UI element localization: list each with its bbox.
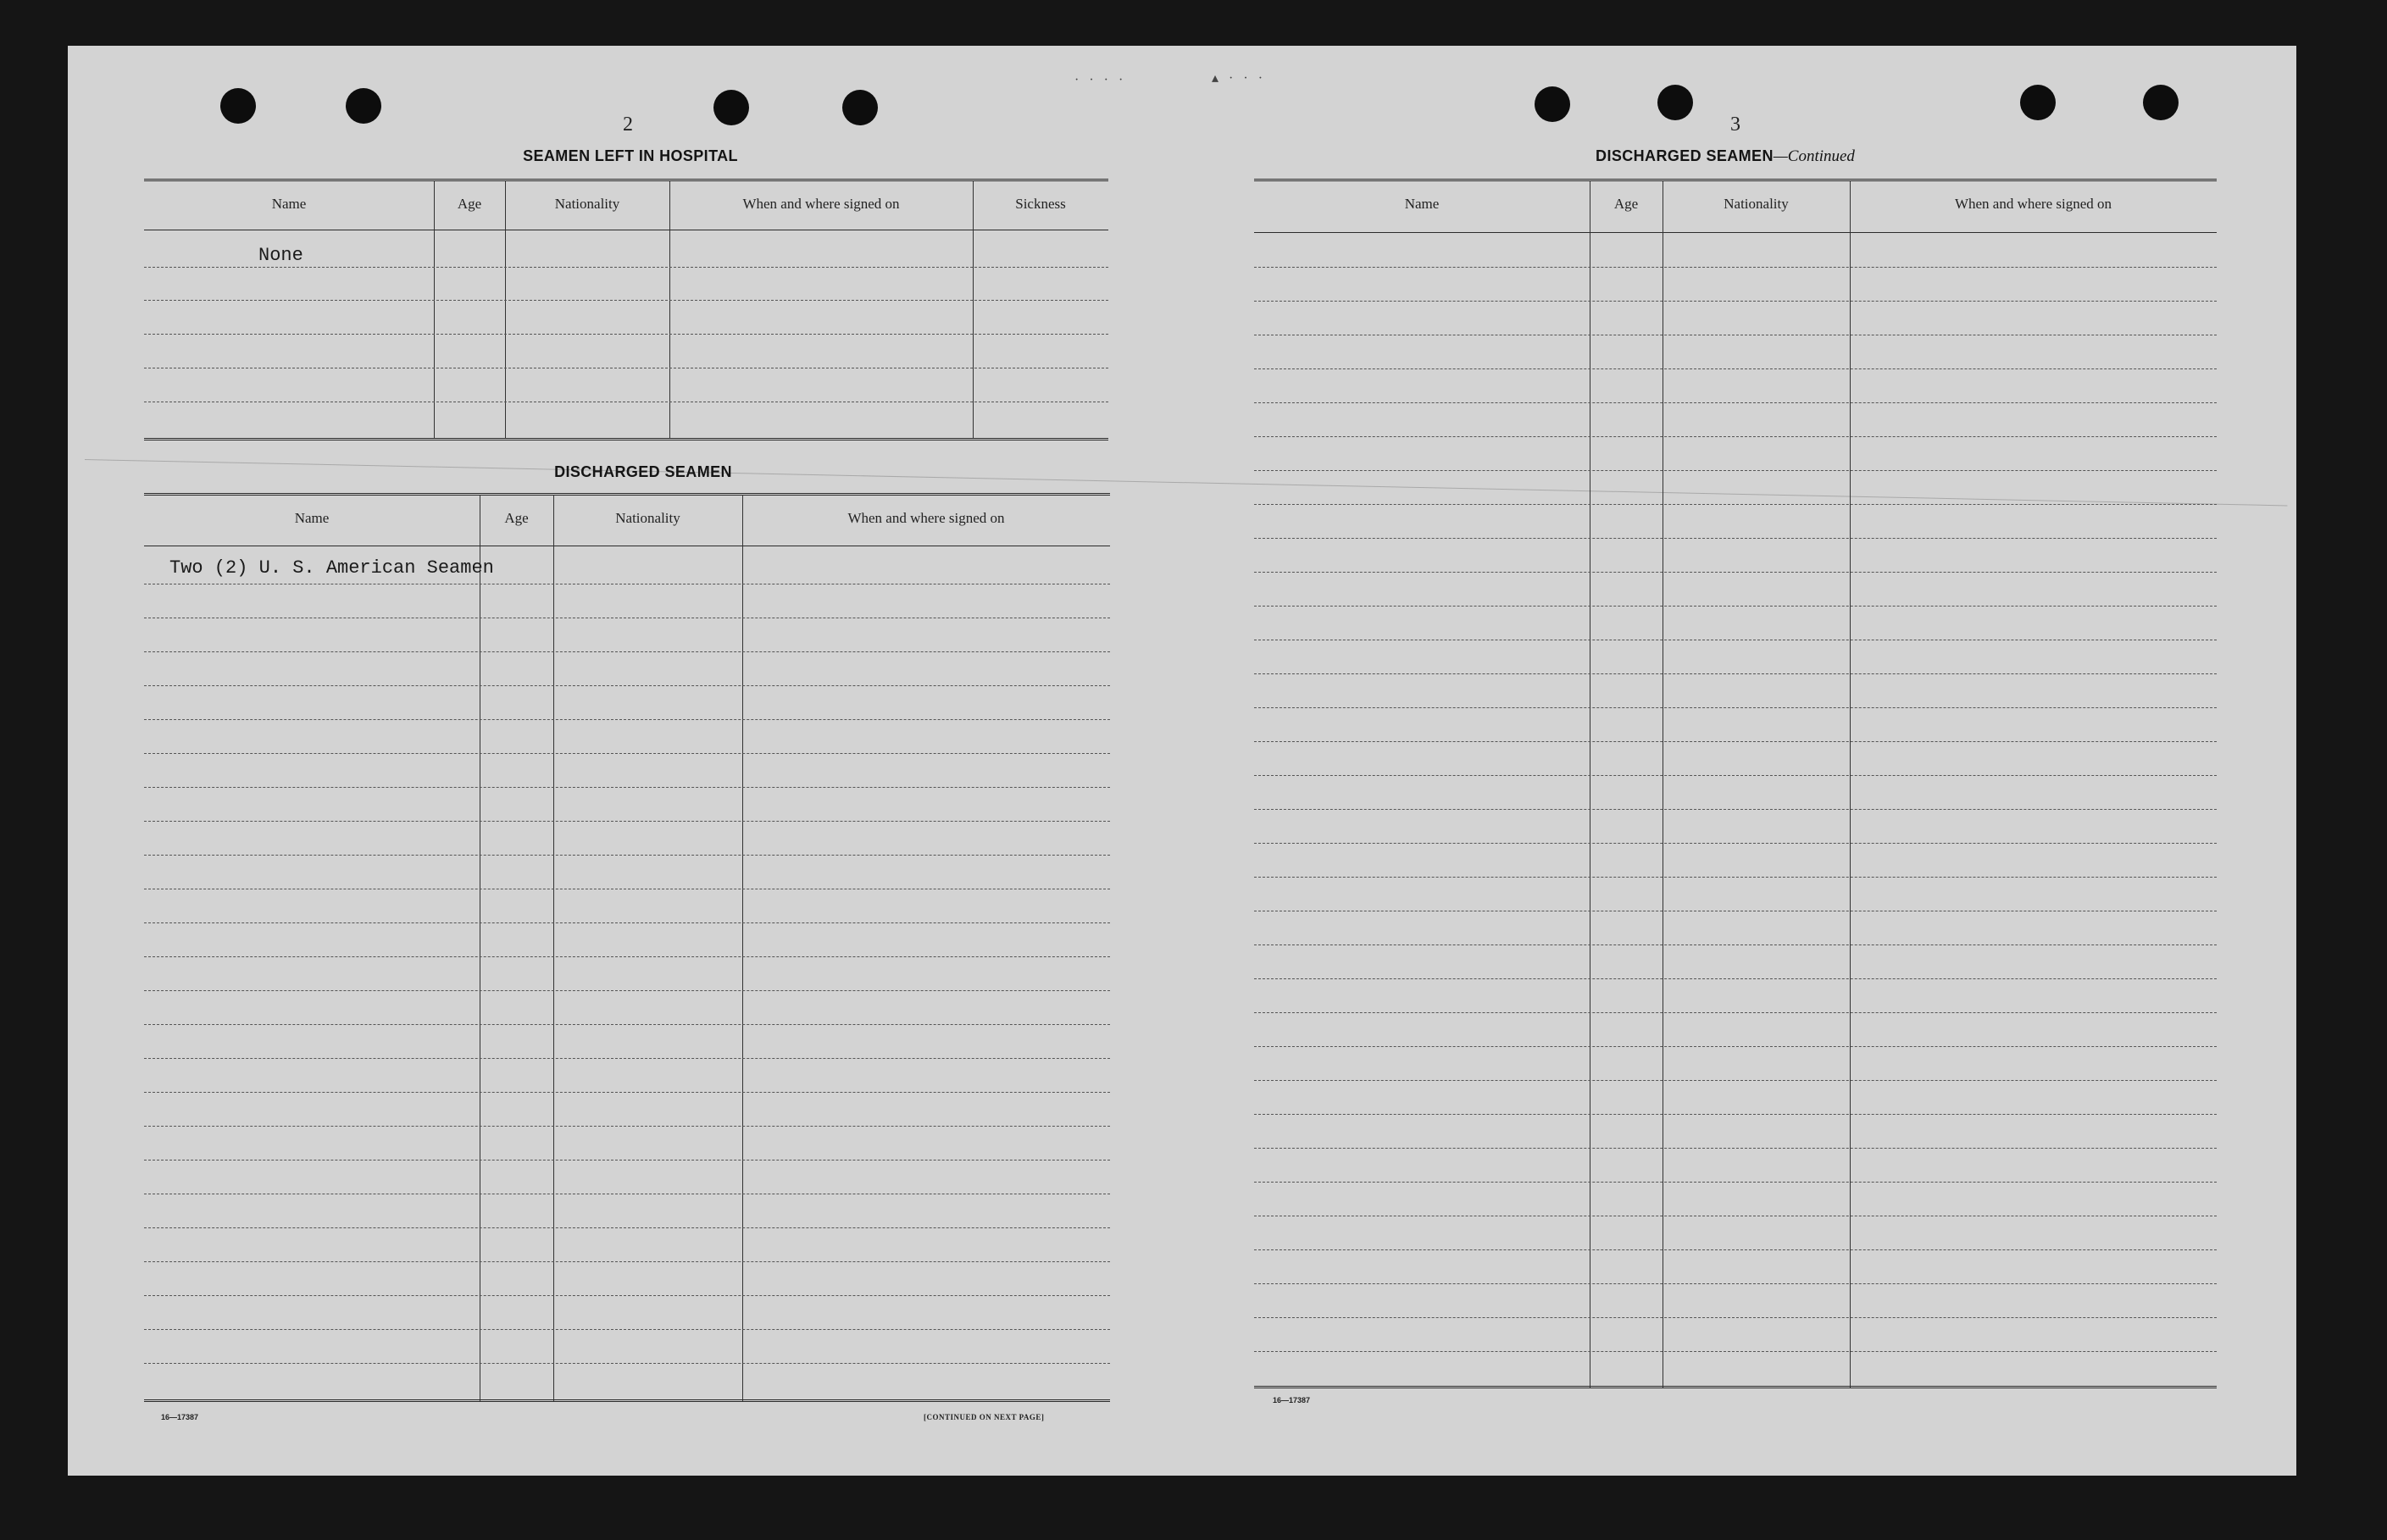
- column-header-name: Name: [271, 196, 307, 212]
- column-divider: [742, 495, 743, 1401]
- table-row-line: [144, 1160, 1110, 1161]
- punch-hole: [2143, 85, 2179, 120]
- table-row-line: [1254, 1012, 2217, 1013]
- table-row-line: [1254, 1249, 2217, 1250]
- table-row-line: [144, 334, 1108, 335]
- discharged-continued-table: [1254, 179, 2217, 1392]
- header-marks-left: · · · ·: [1074, 73, 1127, 87]
- punch-hole: [1657, 85, 1693, 120]
- table-row-line: [1254, 1080, 2217, 1081]
- table-row-line: [144, 821, 1110, 822]
- table-row-line: [1254, 1114, 2217, 1115]
- table-top-rule: [144, 493, 1110, 496]
- punch-hole: [1535, 86, 1570, 122]
- table-row-line: [1254, 470, 2217, 471]
- column-header-age: Age: [1613, 196, 1639, 212]
- table-row-line: [1254, 572, 2217, 573]
- table-row-line: [144, 1227, 1110, 1228]
- column-header-when-where: When and where signed on: [742, 196, 900, 212]
- continued-note: [CONTINUED ON NEXT PAGE]: [924, 1413, 1045, 1421]
- table-row-line: [1254, 843, 2217, 844]
- column-divider: [669, 180, 670, 439]
- table-row-line: [1254, 775, 2217, 776]
- table-row-line: [144, 300, 1108, 301]
- column-header-nationality: Nationality: [615, 510, 680, 526]
- table-row-line: [1254, 436, 2217, 437]
- table-row-line: [144, 1363, 1110, 1364]
- table-row-line: [1254, 673, 2217, 674]
- hospital-section-title: SEAMEN LEFT IN HOSPITAL: [523, 147, 738, 164]
- discharged-section-title: DISCHARGED SEAMEN: [554, 463, 732, 480]
- table-row-line: [144, 719, 1110, 720]
- table-row-line: [1254, 1317, 2217, 1318]
- table-row-line: [144, 753, 1110, 754]
- table-row-line: [1254, 1182, 2217, 1183]
- table-row-line: [144, 1329, 1110, 1330]
- table-top-rule: [1254, 179, 2217, 181]
- table-row-line: [144, 956, 1110, 957]
- form-number: 16—17387: [161, 1413, 199, 1421]
- punch-hole: [842, 90, 878, 125]
- hospital-entry-name: None: [258, 245, 303, 266]
- table-row-line: [1254, 402, 2217, 403]
- discharged-table: [144, 493, 1110, 1406]
- table-bottom-rule: [1254, 1386, 2217, 1388]
- table-row-line: [1254, 301, 2217, 302]
- table-row-line: [144, 1261, 1110, 1262]
- punch-hole: [713, 90, 749, 125]
- table-row-line: [1254, 504, 2217, 505]
- table-bottom-rule: [144, 1399, 1110, 1402]
- page-number: 3: [1730, 114, 1740, 136]
- punch-hole: [346, 88, 381, 124]
- column-header-nationality: Nationality: [554, 196, 620, 212]
- table-row-line: [144, 267, 1108, 268]
- table-row-line: [144, 1295, 1110, 1296]
- table-row-line: [1254, 1283, 2217, 1284]
- form-number: 16—17387: [1273, 1396, 1311, 1404]
- discharged-entry-name: Two (2) U. S. American Seamen: [169, 557, 494, 579]
- table-bottom-rule: [144, 438, 1108, 440]
- table-row-line: [1254, 538, 2217, 539]
- table-row-line: [144, 855, 1110, 856]
- page-number: 2: [623, 114, 633, 136]
- header-marks-right: ▴ · · ·: [1212, 71, 1267, 86]
- column-header-when-where: When and where signed on: [847, 510, 1005, 526]
- table-row-line: [1254, 1351, 2217, 1352]
- column-divider: [1850, 180, 1851, 1388]
- table-row-line: [1254, 877, 2217, 878]
- table-row-line: [144, 922, 1110, 923]
- table-row-line: [1254, 368, 2217, 369]
- table-row-line: [144, 1058, 1110, 1059]
- discharged-continued-title: [1259, 147, 2191, 166]
- table-top-rule: [144, 179, 1108, 181]
- table-row-line: [1254, 741, 2217, 742]
- table-row-line: [144, 787, 1110, 788]
- column-divider: [434, 180, 435, 439]
- column-divider: [973, 180, 974, 439]
- column-header-age: Age: [457, 196, 482, 212]
- table-row-line: [1254, 267, 2217, 268]
- column-header-name: Name: [1404, 196, 1440, 212]
- column-header-name: Name: [294, 510, 330, 526]
- column-divider: [553, 495, 554, 1401]
- table-row-line: [1254, 1046, 2217, 1047]
- section-title-suffix: —Continued: [1773, 147, 1855, 165]
- punch-hole: [2020, 85, 2056, 120]
- hospital-table: [144, 179, 1108, 443]
- column-header-sickness: Sickness: [1015, 196, 1066, 212]
- column-header-when-where: When and where signed on: [1954, 196, 2112, 212]
- header-divider: [1254, 232, 2217, 233]
- table-row-line: [144, 1126, 1110, 1127]
- table-row-line: [144, 1092, 1110, 1093]
- table-row-line: [1254, 978, 2217, 979]
- table-row-line: [144, 1024, 1110, 1025]
- table-row-line: [1254, 809, 2217, 810]
- section-title-main: DISCHARGED SEAMEN: [1596, 147, 1774, 164]
- table-row-line: [1254, 944, 2217, 945]
- table-row-line: [144, 990, 1110, 991]
- column-divider: [505, 180, 506, 439]
- table-row-line: [1254, 1148, 2217, 1149]
- table-row-line: [1254, 707, 2217, 708]
- table-row-line: [144, 685, 1110, 686]
- table-row-line: [144, 651, 1110, 652]
- table-row-line: [1254, 606, 2217, 607]
- column-header-age: Age: [504, 510, 529, 526]
- column-header-nationality: Nationality: [1724, 196, 1789, 212]
- punch-hole: [220, 88, 256, 124]
